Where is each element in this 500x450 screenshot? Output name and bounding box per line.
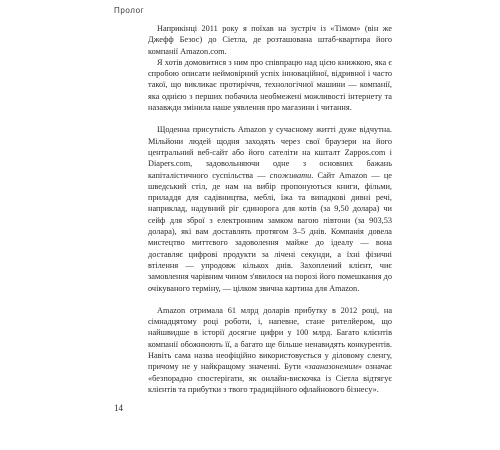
paragraph-4-start: Amazon отримала 61 млрд доларів прибутку в 2012 році, на сімнадцятому році роботи, і, напевне, стане рителйером, що найшвидше в історії досягне цифри у 100 млрд. Багато клієнтів компанії обожнюють її, а багато ще більше ненавидять конкурентів. Навіть сама назва неофіційно використовується у діловому сленгу, причому не у найкращому значенні. Бути « — [148, 305, 392, 372]
paragraph-3-end: . Сайт Amazon — це шведський стіл, де нам на вибір пропонуються книги, фільми, приладдя для садівництва, меблі, їжа та випадкові дивні речі, наприклад, надувний ріг єдинорога для котів (за 9,50 долара) чи сейф для зброї з електронним замком вагою півтони (за 903,53 долара), які вам доставлять протягом 3–5 днів. Компанія довела мистецтво миттєвого задоволення майже до ідеалу — вона доставляє цифрові продукти за лічені секунди, а їхні фізичні втілення — упродовж кількох днів. Захоплений клієнт, чиє замовлення чарівним чином з'явилося на порозі його помешкання до очікуваного терміну, — цілком звична картина для Amazon. — [148, 170, 392, 293]
paragraph-3-emphasis: споживати — [269, 170, 312, 180]
page-number: 14 — [114, 403, 123, 413]
paragraph-3 — [148, 124, 392, 293]
paragraph-4-end: » означає «безпорадно спостерігати, як онлайн-вискочка із Сіетла відтягує клієнтів та прибутки з твого традиційного офлайнового бізнесу». — [148, 362, 392, 394]
paragraph-4 — [148, 305, 392, 395]
paragraph-3-start: Щоденна присутність Amazon у сучасному житті дуже відчутна. Мільйони людей щодня заходять через свої браузери на його центральний веб-сайт або його сателіти на кшталт Zappos.com і Diapers.com, задовольняючи одне з основних бажань капіталістичного суспільства — — [148, 125, 392, 180]
paragraph-2: Я хотів домовитися з ним про співпрацю над цією книжкою, яка є спробою описати неймовірний успіх інноваційної, відривної і часто такої, що викликає протиріччя, технологічної машини — компанії, яка однією з перших побачила необмежені можливості інтернету та назавжди змінила наше уявлення про магазини і читання. — [148, 57, 392, 113]
paragraph-4-emphasis: зааназонемим — [308, 362, 358, 372]
body-text — [148, 23, 392, 395]
running-head: Пролог — [114, 6, 145, 15]
paragraph-1: Наприкінці 2011 року я поїхав на зустріч із «Тімом» (він же Джефф Безос) до Сіетла, де розташована штаб-квартира його компанії Amazon.com. — [148, 24, 392, 56]
